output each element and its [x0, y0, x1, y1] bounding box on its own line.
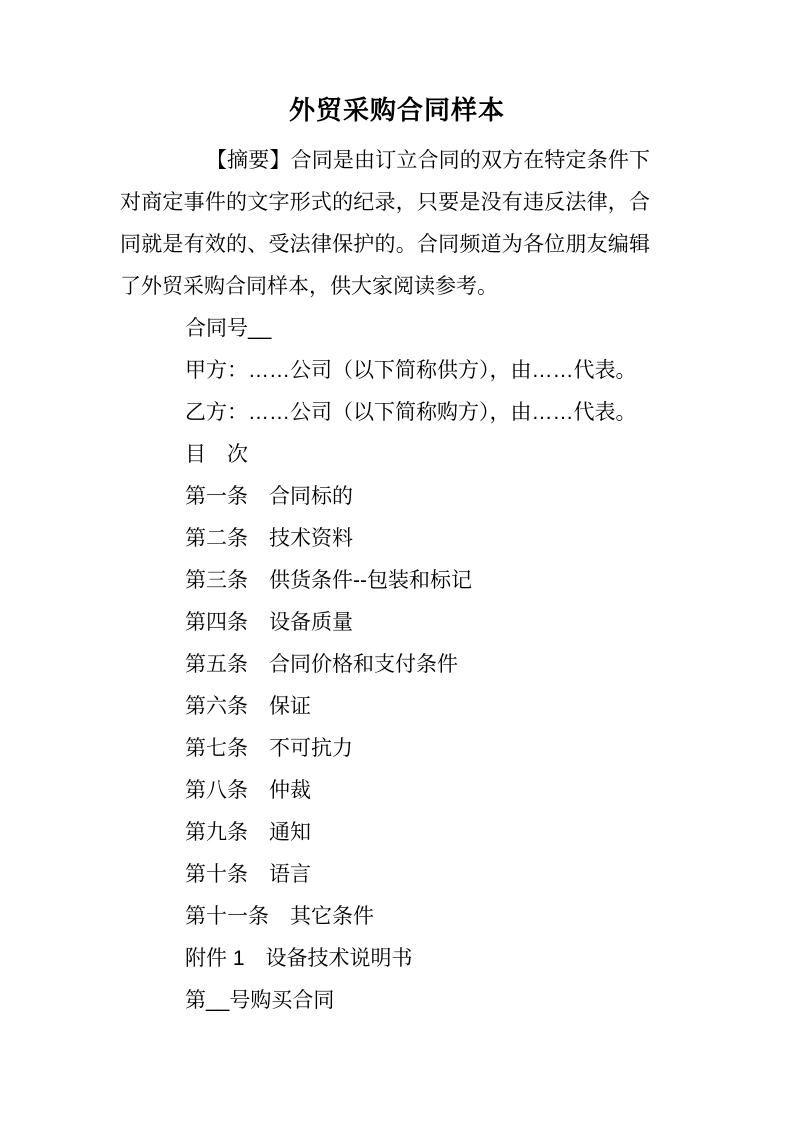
toc-heading: 目 次: [185, 443, 248, 466]
party-b-line: 乙方：……公司（以下简称购方），由……代表。: [185, 401, 637, 424]
toc-item-article-7: 第七条 不可抗力: [185, 737, 353, 760]
document-title: 外贸采购合同样本: [288, 96, 505, 125]
attachment-line: 附件 1 设备技术说明书: [185, 947, 413, 970]
toc-item-article-2: 第二条 技术资料: [185, 527, 353, 550]
toc-item-article-4: 第四条 设备质量: [185, 611, 353, 634]
document-body: [185, 308, 694, 1022]
abstract-paragraph: 【摘要】合同是由订立合同的双方在特定条件下对商定事件的文字形式的纪录，只要是没有违反法律，合同就是有效的、受法律保护的。合同频道为各位朋友编辑了外贸采购合同样本，供大家阅读参考。: [120, 149, 650, 298]
contract-number-line: 合同号__: [185, 317, 272, 340]
toc-item-article-6: 第六条 保证: [185, 695, 311, 718]
purchase-contract-number-line: 第__号购买合同: [185, 989, 335, 1012]
party-a-line: 甲方：……公司（以下简称供方），由……代表。: [185, 359, 637, 382]
toc-item-article-9: 第九条 通知: [185, 821, 311, 844]
toc-item-article-1: 第一条 合同标的: [185, 485, 353, 508]
toc-item-article-11: 第十一条 其它条件: [185, 905, 374, 928]
toc-item-article-10: 第十条 语言: [185, 863, 311, 886]
toc-item-article-8: 第八条 仲裁: [185, 779, 311, 802]
toc-item-article-5: 第五条 合同价格和支付条件: [185, 653, 458, 676]
toc-item-article-3: 第三条 供货条件--包装和标记: [185, 569, 472, 592]
